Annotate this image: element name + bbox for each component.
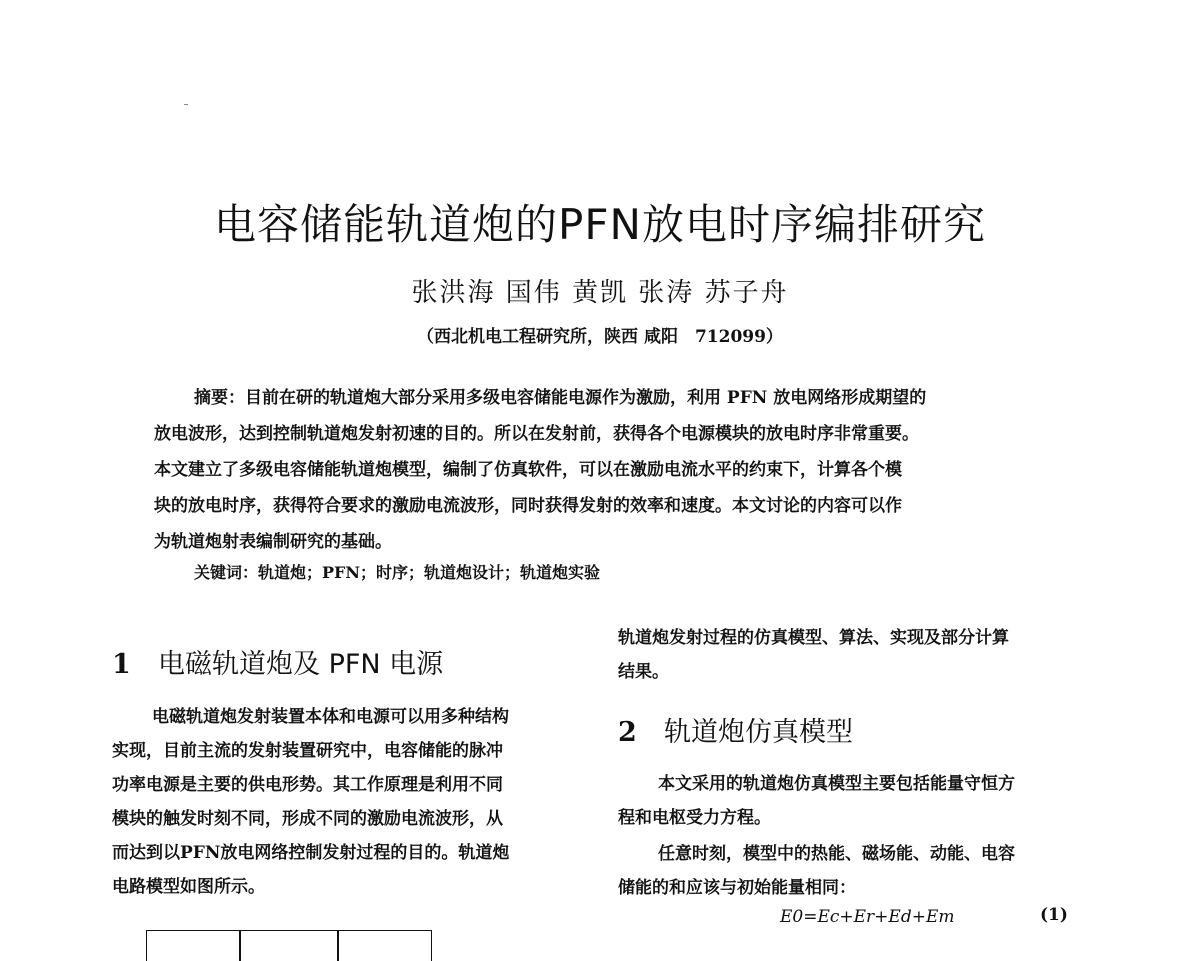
section-1-body <box>112 700 580 904</box>
abstract-line-4: 块的放电时序，获得符合要求的激励电流波形，同时获得发射的效率和速度。本文讨论的内容可以作 <box>154 496 902 516</box>
s1-cont-line: 结果。 <box>618 662 669 682</box>
figure-divider <box>337 931 339 961</box>
section-2-number: 2 <box>618 717 637 748</box>
paper-affiliation: （西北机电工程研究所，陕西 咸阳 712099） <box>417 327 783 347</box>
equation-1: E0=Ec+Er+Ed+Em <box>780 907 955 927</box>
s2-line: 储能的和应该与初始能量相同： <box>618 878 856 898</box>
section-2-title: 轨道炮仿真模型 <box>664 717 853 748</box>
abstract-label: 摘要： <box>194 388 245 408</box>
paper-authors: 张洪海 国伟 黄凯 张涛 苏子舟 <box>411 278 789 308</box>
circuit-figure-partial <box>146 930 432 961</box>
keywords-text: 轨道炮；PFN；时序；轨道炮设计；轨道炮实验 <box>258 563 601 582</box>
s1-line: 实现，目前主流的发射装置研究中，电容储能的脉冲 <box>112 741 503 761</box>
s1-cont-line: 轨道炮发射过程的仿真模型、算法、实现及部分计算 <box>618 628 1009 648</box>
s2-line: 本文采用的轨道炮仿真模型主要包括能量守恒方 <box>658 774 1015 794</box>
s1-line: 而达到以PFN放电网络控制发射过程的目的。轨道炮 <box>112 843 510 863</box>
section-1-title: 电磁轨道炮及 PFN 电源 <box>158 649 444 680</box>
abstract-line-5: 为轨道炮射表编制研究的基础。 <box>154 532 392 552</box>
s1-line: 功率电源是主要的供电形势。其工作原理是利用不同 <box>112 775 503 795</box>
figure-divider <box>239 931 241 961</box>
section-2-para-2 <box>618 837 1088 905</box>
abstract-line-2: 放电波形，达到控制轨道炮发射初速的目的。所以在发射前，获得各个电源模块的放电时序非常重要。 <box>154 424 919 444</box>
section-1-heading <box>112 642 443 681</box>
s1-line: 模块的触发时刻不同，形成不同的激励电流波形，从 <box>112 809 503 829</box>
abstract-line-3: 本文建立了多级电容储能轨道炮模型，编制了仿真软件，可以在激励电流水平的约束下，计算各个模 <box>154 460 902 480</box>
s2-line: 程和电枢受力方程。 <box>618 808 771 828</box>
equation-1-number: (1) <box>1040 905 1068 925</box>
s1-line: 电路模型如图所示。 <box>112 877 265 897</box>
section-2-heading <box>618 710 853 749</box>
section-1-number: 1 <box>112 649 131 680</box>
scan-speck <box>184 104 188 105</box>
abstract <box>154 380 1059 560</box>
s2-line: 任意时刻，模型中的热能、磁场能、动能、电容 <box>658 844 1015 864</box>
section-2-para-1 <box>618 767 1088 835</box>
paper-title: 电容储能轨道炮的PFN放电时序编排研究 <box>214 200 986 249</box>
section-1-continuation <box>618 621 1088 689</box>
abstract-line-1: 摘要：目前在研的轨道炮大部分采用多级电容储能电源作为激励，利用 PFN 放电网络形成期望的 <box>194 388 927 408</box>
s1-line: 电磁轨道炮发射装置本体和电源可以用多种结构 <box>152 707 509 727</box>
keywords-label: 关键词： <box>194 563 259 582</box>
keywords <box>194 560 600 583</box>
